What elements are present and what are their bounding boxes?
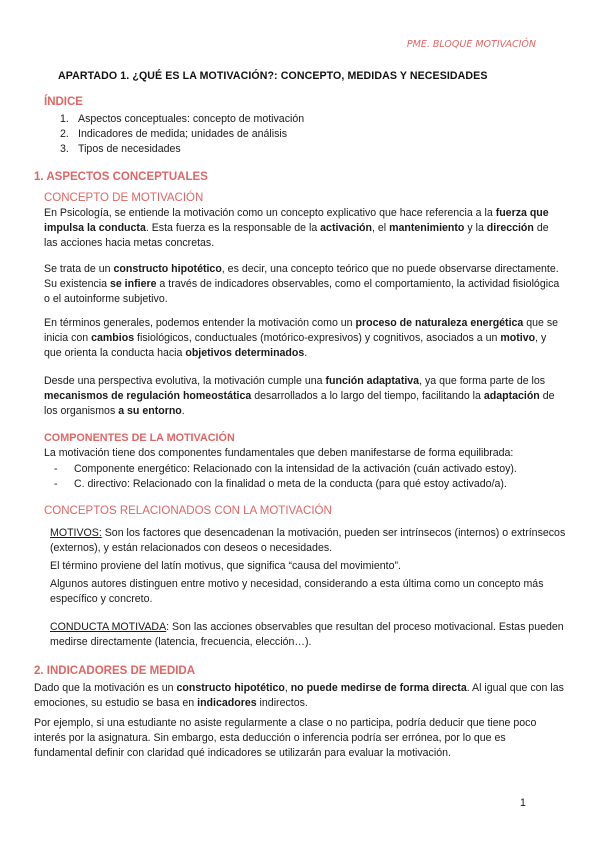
concepto-heading: CONCEPTO DE MOTIVACIÓN: [44, 192, 204, 204]
conducta-label: CONDUCTA MOTIVADA: [50, 621, 167, 633]
motivos-necesidad: Algunos autores distinguen entre motivo y necesidad, considerando a esta última como un concepto más específico y concreto.: [50, 578, 544, 606]
index-item: 3. Tipos de necesidades: [60, 143, 181, 155]
conceptos-heading: CONCEPTOS RELACIONADOS CON LA MOTIVACIÓN: [44, 505, 332, 517]
componentes-list: [54, 462, 564, 492]
running-header: PME. BLOQUE MOTIVACIÓN: [406, 39, 536, 50]
section-1-heading: 1. ASPECTOS CONCEPTUALES: [34, 171, 208, 183]
componentes-heading: COMPONENTES DE LA MOTIVACIÓN: [44, 432, 235, 444]
concepto-paragraph-3: En términos generales, podemos entender la motivación como un proceso de naturaleza energética que se inicia con cambios fisiológicos, conductuales (motórico-expresivos) y cognitivos, asociados a un motivo, y que orienta la conducta hacia objetivos determinados.: [44, 317, 559, 360]
index-list: [60, 112, 304, 157]
motivos-label: MOTIVOS:: [50, 527, 102, 539]
section-2-heading: 2. INDICADORES DE MEDIDA: [34, 665, 196, 677]
conducta-paragraph: CONDUCTA MOTIVADA: Son las acciones observables que resultan del proceso motivacional. Estas pueden medirse directamente (latencia, frecuencia, elección…).: [50, 621, 564, 649]
motivos-paragraph: MOTIVOS: Son los factores que desencadenan la motivación, pueden ser intrínsecos (internos) o extrínsecos (externos), y están relacionados con deseos o necesidades.: [50, 527, 566, 555]
page-number: 1: [520, 797, 526, 809]
concepto-paragraph-2: Se trata de un constructo hipotético, es decir, una concepto teórico que no puede observarse directamente. Su existencia se infiere a través de indicadores observables, como el comportamiento, la actividad fisiológica o el autoinforme subjetivo.: [44, 263, 560, 306]
index-item: 2. Indicadores de medida; unidades de análisis: [60, 128, 288, 140]
index-heading: ÍNDICE: [44, 96, 83, 108]
motivos-latin: El término proviene del latín motivus, que significa “causa del movimiento”.: [50, 560, 401, 572]
list-item: - C. directivo: Relacionado con la finalidad o meta de la conducta (para qué estoy activado/a).: [54, 478, 507, 490]
index-item: 1. Aspectos conceptuales: concepto de motivación: [60, 113, 305, 125]
indicadores-paragraph-1: Dado que la motivación es un constructo hipotético, no puede medirse de forma directa. Al igual que con las emociones, su estudio se basa en indicadores indirectos.: [34, 682, 564, 710]
componentes-intro: La motivación tiene dos componentes fundamentales que deben manifestarse de forma equilibrada:: [44, 447, 514, 459]
concepto-paragraph-1: En Psicología, se entiende la motivación como un concepto explicativo que hace referencia a la fuerza que impulsa la conducta. Esta fuerza es la responsable de la activación, el mantenimiento y la dirección de las acciones hacia metas concretas.: [44, 207, 549, 250]
concepto-paragraph-4: Desde una perspectiva evolutiva, la motivación cumple una función adaptativa, ya que forma parte de los mecanismos de regulación homeostática desarrollados a lo largo del tiempo, facilitando la adaptación de los organismos a su entorno.: [44, 375, 555, 418]
list-item: - Componente energético: Relacionado con la intensidad de la activación (cuán activado estoy).: [54, 463, 517, 475]
document-title: APARTADO 1. ¿QUÉ ES LA MOTIVACIÓN?: CONCEPTO, MEDIDAS Y NECESIDADES: [58, 70, 488, 82]
indicadores-paragraph-2: Por ejemplo, si una estudiante no asiste regularmente a clase o no participa, podría deducir que tiene poco interés por la asignatura. Sin embargo, esta deducción o inferencia podría ser errónea, por lo que es fundamental definir con claridad qué indicadores se utilizarán para evaluar la motivación.: [34, 717, 537, 760]
